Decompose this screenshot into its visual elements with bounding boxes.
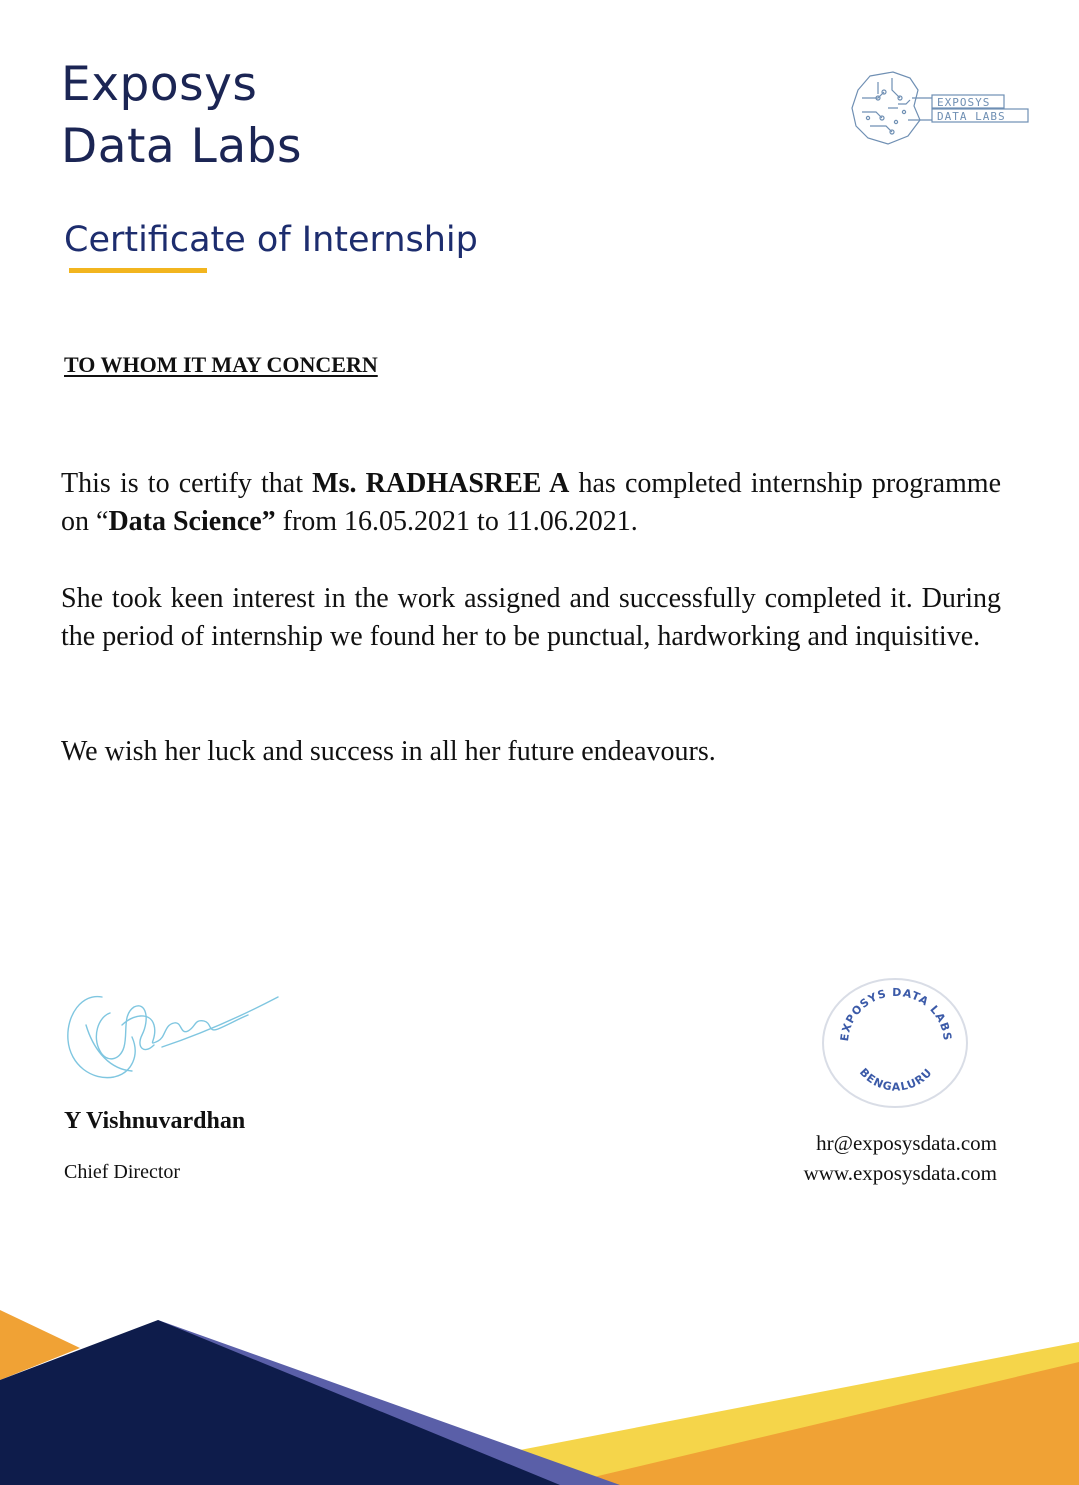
certification-paragraph (61, 465, 1001, 541)
certificate-title: Certificate of Internship (64, 220, 478, 260)
footer-decoration (0, 1300, 1079, 1485)
company-name-line2: Data Labs (61, 119, 302, 174)
internship-dates: from 16.05.2021 to 11.06.2021. (275, 506, 638, 537)
signatory-name: Y Vishnuvardhan (64, 1108, 246, 1134)
course-name: Data Science” (108, 506, 276, 537)
contact-website: www.exposysdata.com (803, 1161, 997, 1185)
performance-paragraph: She took keen interest in the work assigned and successfully completed it. During the period of internship we found her to be punctual, hardworking and inquisitive. (61, 583, 1001, 652)
contact-email: hr@exposysdata.com (816, 1131, 997, 1155)
company-name (61, 54, 302, 178)
title-accent-bar (69, 268, 207, 273)
company-logo (848, 68, 1033, 148)
signatory-title: Chief Director (64, 1161, 181, 1183)
stamp-top-text: EXPOSYS DATA LABS (837, 985, 955, 1043)
intern-name: Ms. RADHASREE A (312, 468, 570, 499)
salutation: TO WHOM IT MAY CONCERN (64, 352, 378, 377)
paragraph-intro: This is to certify that (61, 468, 313, 499)
wishes-paragraph: We wish her luck and success in all her future endeavours. (61, 736, 716, 767)
company-name-line1: Exposys (61, 57, 258, 112)
logo-text-line1: EXPOSYS (937, 96, 991, 109)
footer-navy-wedge (0, 1320, 560, 1485)
stamp-bottom-text: BENGALURU (856, 1065, 936, 1094)
signature-image (62, 985, 284, 1085)
logo-text-line2: DATA LABS (937, 110, 1006, 123)
paragraph-middle: has completed internship programme on “ (61, 468, 1001, 537)
company-stamp (820, 976, 970, 1111)
